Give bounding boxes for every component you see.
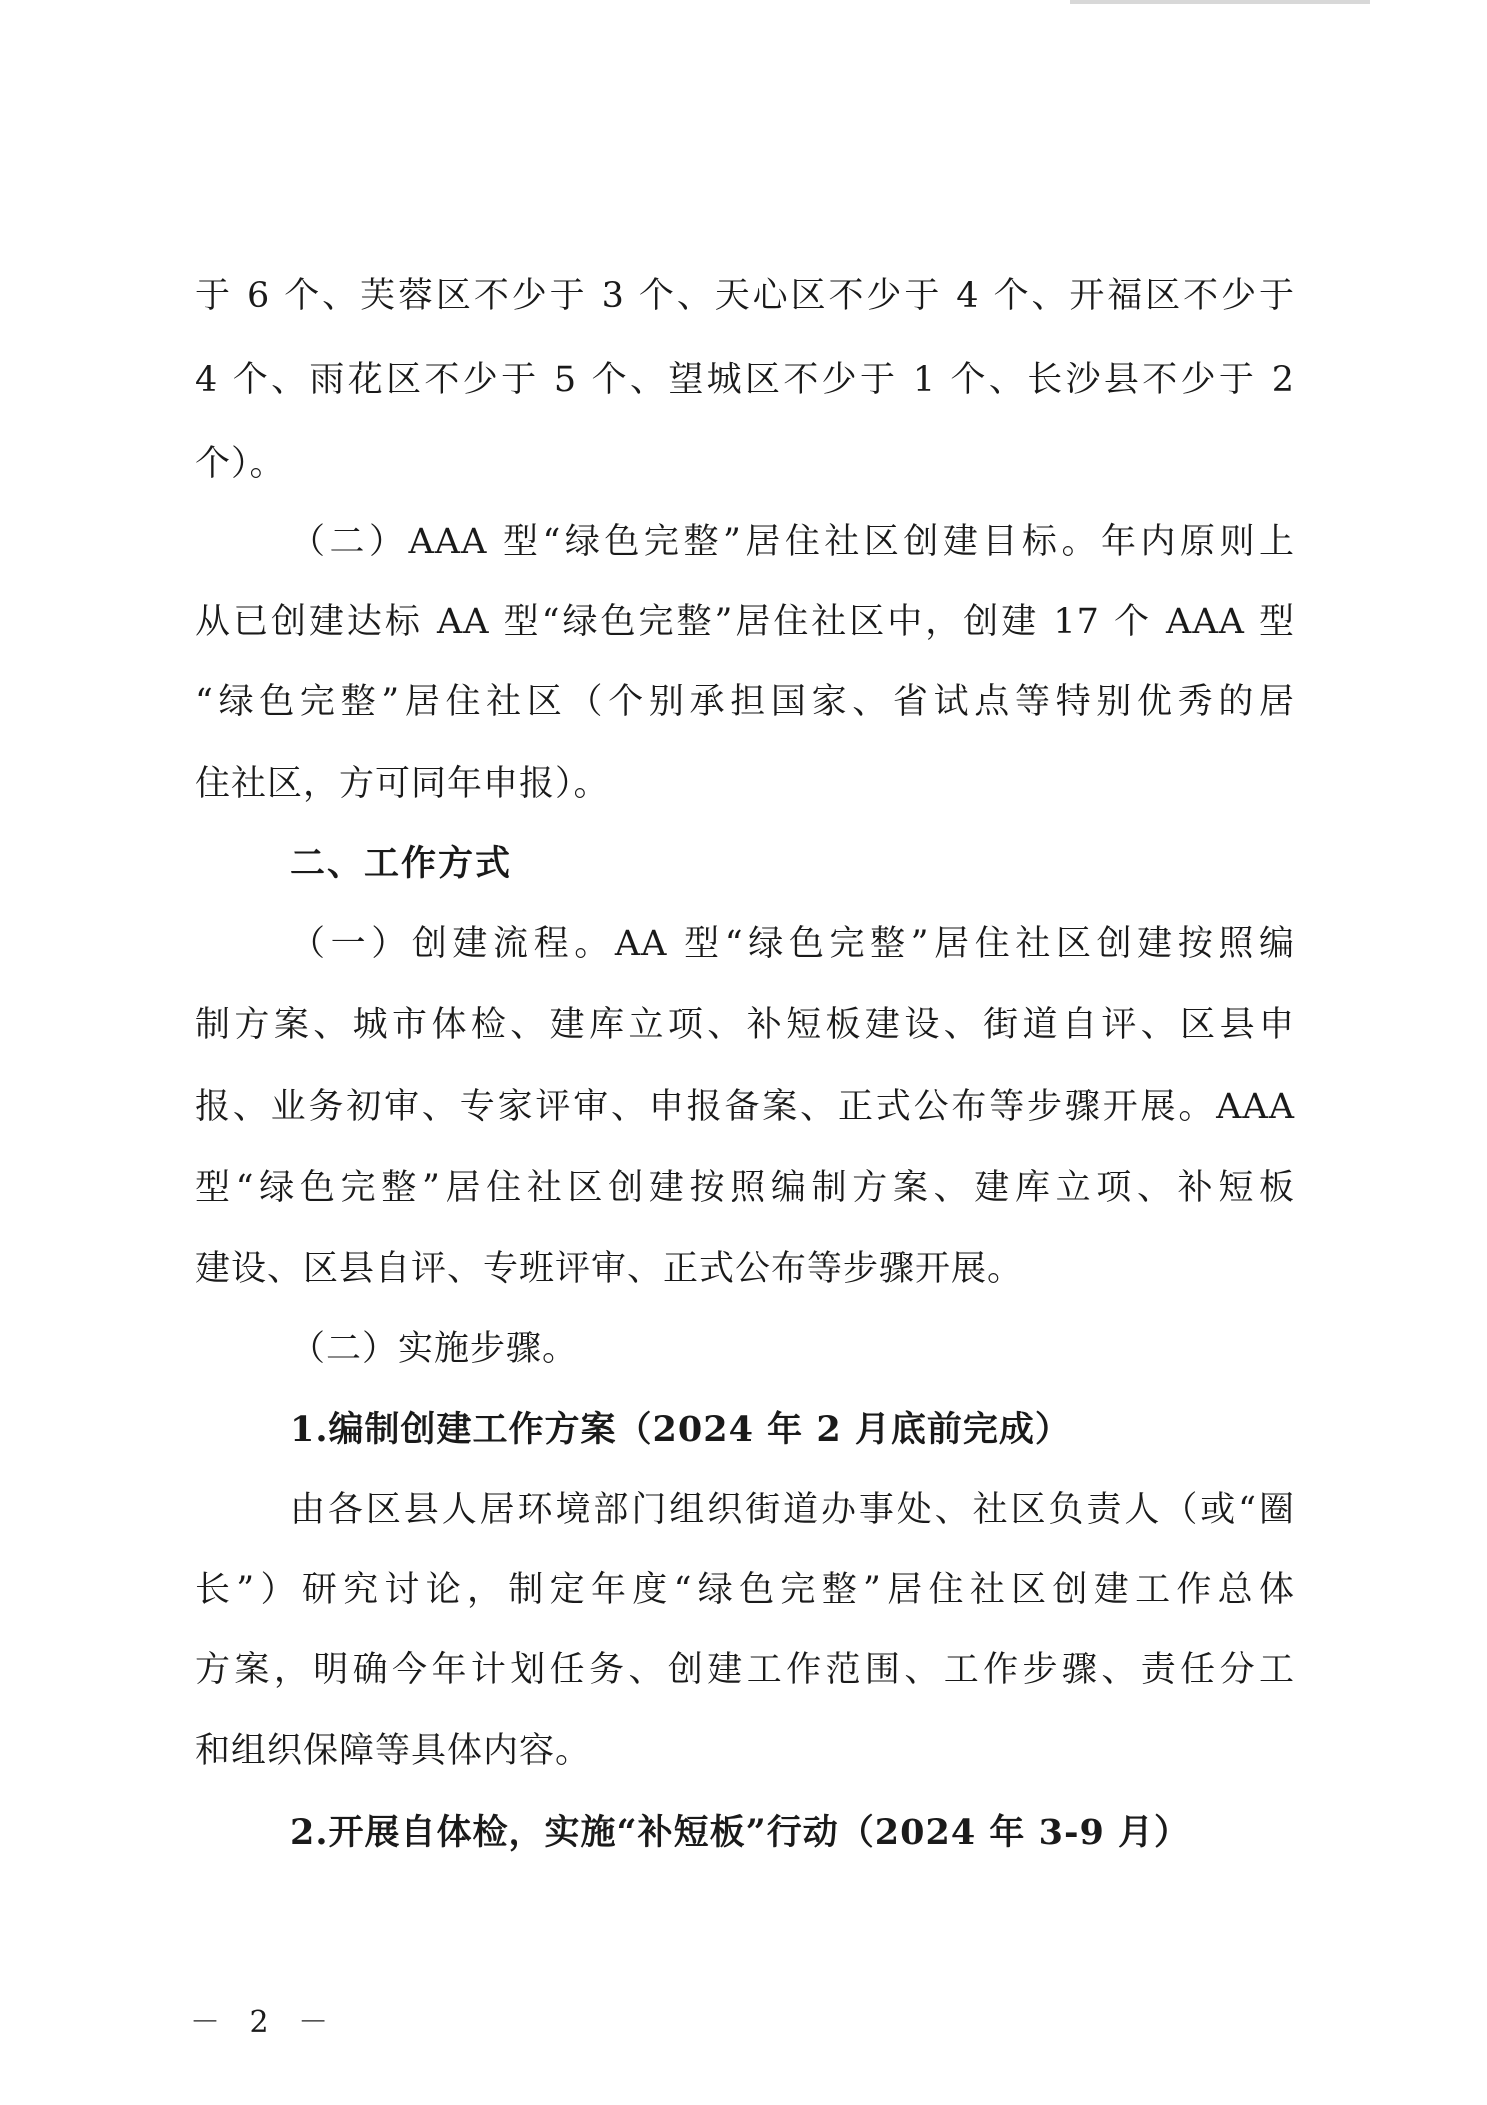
- body-line: 报、业务初审、专家评审、申报备案、正式公布等步骤开展。AAA: [195, 1087, 1295, 1127]
- body-line: 从已创建达标 AA 型“绿色完整”居住社区中，创建 17 个 AAA 型: [195, 602, 1295, 642]
- body-line: 制方案、城市体检、建库立项、补短板建设、街道自评、区县申: [195, 1005, 1295, 1045]
- body-line: 住社区，方可同年申报）。: [195, 764, 610, 804]
- body-line: 于 6 个、芙蓉区不少于 3 个、天心区不少于 4 个、开福区不少于: [195, 276, 1295, 316]
- body-line: 长”）研究讨论，制定年度“绿色完整”居住社区创建工作总体: [195, 1570, 1295, 1610]
- body-line: 和组织保障等具体内容。: [195, 1731, 592, 1771]
- body-line: 型“绿色完整”居住社区创建按照编制方案、建库立项、补短板: [195, 1168, 1295, 1208]
- subsection-line: （二）实施步骤。: [290, 1329, 579, 1369]
- page-number: － 2 －: [190, 2005, 339, 2040]
- scan-edge-mark: [1070, 0, 1370, 4]
- body-line: 建设、区县自评、专班评审、正式公布等步骤开展。: [195, 1249, 1024, 1289]
- body-line: 4 个、雨花区不少于 5 个、望城区不少于 1 个、长沙县不少于 2: [195, 360, 1295, 400]
- section-heading: 二、工作方式: [290, 844, 513, 884]
- body-line: 方案，明确今年计划任务、创建工作范围、工作步骤、责任分工: [195, 1650, 1295, 1690]
- body-line: （二）AAA 型“绿色完整”居住社区创建目标。年内原则上: [290, 522, 1295, 562]
- body-line: （一）创建流程。AA 型“绿色完整”居住社区创建按照编: [290, 924, 1295, 964]
- body-line: “绿色完整”居住社区（个别承担国家、省试点等特别优秀的居: [195, 682, 1295, 722]
- body-line: 个）。: [195, 444, 286, 484]
- step-heading: 2.开展自体检，实施“补短板”行动（2024 年 3-9 月）: [290, 1812, 1191, 1853]
- step-heading: 1.编制创建工作方案（2024 年 2 月底前完成）: [290, 1409, 1071, 1450]
- body-line: 由各区县人居环境部门组织街道办事处、社区负责人（或“圈: [290, 1490, 1295, 1530]
